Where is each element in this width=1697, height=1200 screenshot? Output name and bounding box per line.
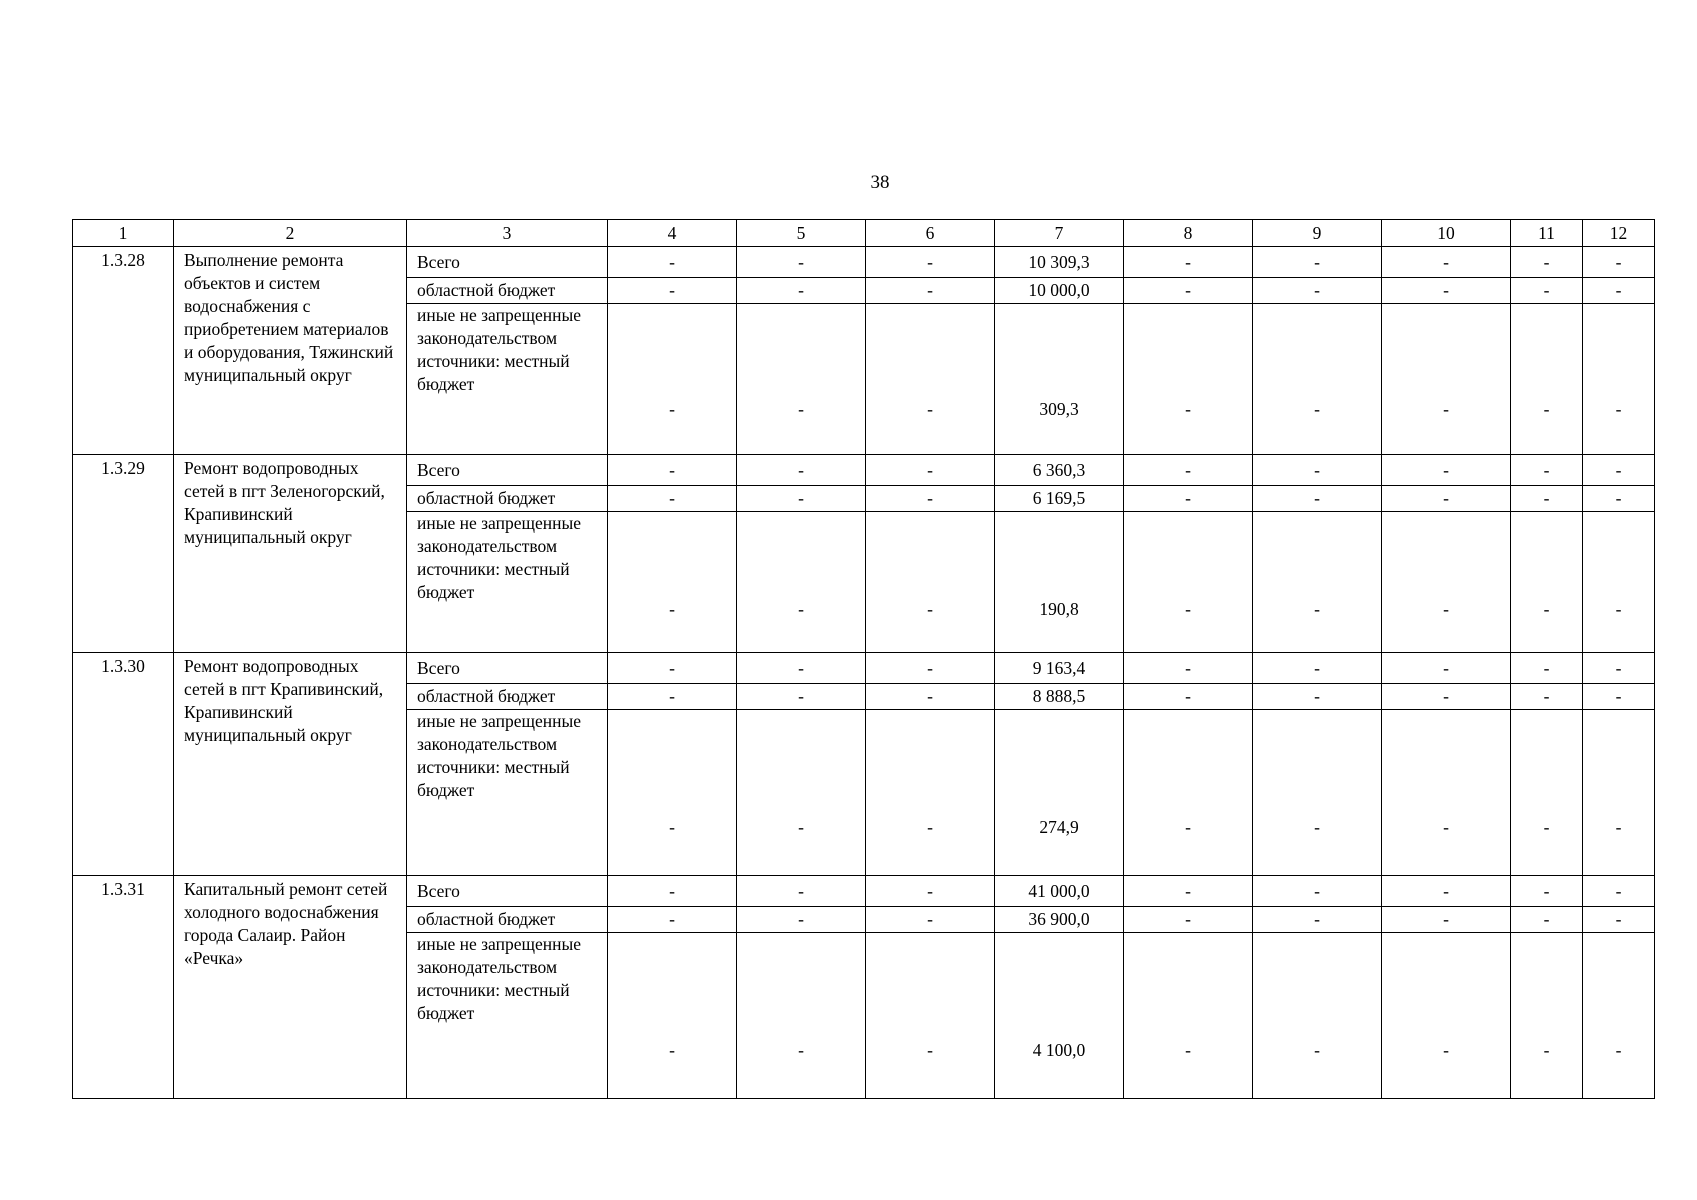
value-cell: - — [1253, 486, 1382, 512]
item-name: Ремонт водопроводных сетей в пгт Крапивинский, Крапивинский муниципальный округ — [174, 653, 407, 876]
value-cell: - — [1511, 455, 1583, 486]
value-cell: 8 888,5 — [995, 684, 1124, 710]
value-cell: - — [1124, 876, 1253, 907]
table-row — [73, 247, 1655, 278]
value-cell: - — [1124, 486, 1253, 512]
value-cell: - — [866, 304, 995, 455]
value-cell: - — [608, 907, 737, 933]
value-cell: - — [866, 876, 995, 907]
value-cell: - — [1583, 876, 1655, 907]
value-cell: - — [1124, 710, 1253, 876]
value-cell: - — [608, 653, 737, 684]
source-regional-label: областной бюджет — [407, 486, 608, 512]
item-number: 1.3.28 — [73, 247, 174, 455]
value-cell: - — [1511, 933, 1583, 1099]
value-cell: - — [1124, 304, 1253, 455]
table-row — [73, 876, 1655, 907]
value-cell: - — [1124, 907, 1253, 933]
value-cell: - — [608, 455, 737, 486]
source-regional-label: областной бюджет — [407, 278, 608, 304]
value-cell: - — [1583, 907, 1655, 933]
value-cell: - — [1583, 247, 1655, 278]
value-cell: 309,3 — [995, 304, 1124, 455]
value-cell: - — [1583, 933, 1655, 1099]
value-cell: - — [1124, 653, 1253, 684]
value-cell: - — [1253, 304, 1382, 455]
column-header: 2 — [174, 220, 407, 247]
value-cell: - — [1382, 876, 1511, 907]
source-total-label: Всего — [407, 455, 608, 486]
source-total-label: Всего — [407, 876, 608, 907]
item-name: Капитальный ремонт сетей холодного водоснабжения города Салаир. Район «Речка» — [174, 876, 407, 1099]
value-cell: - — [866, 653, 995, 684]
column-header: 4 — [608, 220, 737, 247]
value-cell: - — [608, 512, 737, 653]
value-cell: 9 163,4 — [995, 653, 1124, 684]
value-cell: - — [608, 933, 737, 1099]
table-row — [73, 455, 1655, 486]
value-cell: - — [1382, 684, 1511, 710]
header-row — [73, 220, 1655, 247]
value-cell: - — [608, 684, 737, 710]
source-regional-label: областной бюджет — [407, 684, 608, 710]
value-cell: - — [608, 486, 737, 512]
value-cell: - — [737, 455, 866, 486]
value-cell: 36 900,0 — [995, 907, 1124, 933]
value-cell: 6 169,5 — [995, 486, 1124, 512]
value-cell: - — [1511, 512, 1583, 653]
source-regional-label: областной бюджет — [407, 907, 608, 933]
value-cell: - — [1253, 512, 1382, 653]
value-cell: - — [1511, 876, 1583, 907]
value-cell: - — [1583, 710, 1655, 876]
value-cell: 274,9 — [995, 710, 1124, 876]
value-cell: - — [866, 247, 995, 278]
value-cell: - — [1382, 455, 1511, 486]
column-header: 12 — [1583, 220, 1655, 247]
value-cell: - — [608, 710, 737, 876]
value-cell: - — [1511, 278, 1583, 304]
value-cell: - — [1253, 907, 1382, 933]
value-cell: - — [866, 710, 995, 876]
page-number: 38 — [870, 172, 890, 193]
value-cell: 4 100,0 — [995, 933, 1124, 1099]
value-cell: - — [737, 684, 866, 710]
value-cell: - — [866, 907, 995, 933]
value-cell: 10 000,0 — [995, 278, 1124, 304]
value-cell: - — [1583, 278, 1655, 304]
table-row — [73, 653, 1655, 684]
value-cell: - — [1511, 304, 1583, 455]
value-cell: - — [1253, 278, 1382, 304]
value-cell: - — [1382, 486, 1511, 512]
column-header: 9 — [1253, 220, 1382, 247]
value-cell: - — [1124, 684, 1253, 710]
value-cell: - — [608, 876, 737, 907]
value-cell: - — [1124, 278, 1253, 304]
column-header: 6 — [866, 220, 995, 247]
value-cell: - — [737, 710, 866, 876]
value-cell: - — [1382, 907, 1511, 933]
value-cell: - — [1583, 653, 1655, 684]
value-cell: - — [1382, 653, 1511, 684]
value-cell: - — [1382, 933, 1511, 1099]
item-name: Ремонт водопроводных сетей в пгт Зеленогорский, Крапивинский муниципальный округ — [174, 455, 407, 653]
source-other-label: иные не запрещенные законодательством источники: местный бюджет — [407, 512, 608, 653]
column-header: 7 — [995, 220, 1124, 247]
column-header: 10 — [1382, 220, 1511, 247]
item-number: 1.3.31 — [73, 876, 174, 1099]
value-cell: - — [737, 933, 866, 1099]
column-header: 11 — [1511, 220, 1583, 247]
value-cell: - — [608, 304, 737, 455]
column-header: 1 — [73, 220, 174, 247]
value-cell: - — [1583, 684, 1655, 710]
value-cell: 41 000,0 — [995, 876, 1124, 907]
budget-table — [72, 219, 1655, 1099]
value-cell: - — [1511, 710, 1583, 876]
source-other-label: иные не запрещенные законодательством источники: местный бюджет — [407, 304, 608, 455]
value-cell: - — [866, 278, 995, 304]
value-cell: - — [737, 907, 866, 933]
value-cell: - — [1382, 278, 1511, 304]
value-cell: - — [1511, 653, 1583, 684]
value-cell: - — [1253, 684, 1382, 710]
value-cell: - — [737, 876, 866, 907]
value-cell: - — [1253, 710, 1382, 876]
source-other-label: иные не запрещенные законодательством источники: местный бюджет — [407, 933, 608, 1099]
value-cell: - — [866, 486, 995, 512]
value-cell: - — [737, 653, 866, 684]
value-cell: - — [1382, 304, 1511, 455]
value-cell: 6 360,3 — [995, 455, 1124, 486]
value-cell: - — [866, 512, 995, 653]
value-cell: - — [608, 278, 737, 304]
value-cell: - — [608, 247, 737, 278]
value-cell: - — [1583, 486, 1655, 512]
value-cell: - — [1382, 710, 1511, 876]
source-total-label: Всего — [407, 653, 608, 684]
value-cell: - — [866, 455, 995, 486]
value-cell: - — [1511, 486, 1583, 512]
value-cell: - — [737, 304, 866, 455]
column-header: 8 — [1124, 220, 1253, 247]
item-name: Выполнение ремонта объектов и систем водоснабжения с приобретением материалов и оборудования, Тяжинский муниципальный округ — [174, 247, 407, 455]
value-cell: - — [737, 486, 866, 512]
source-total-label: Всего — [407, 247, 608, 278]
column-header: 5 — [737, 220, 866, 247]
value-cell: - — [1253, 247, 1382, 278]
item-number: 1.3.29 — [73, 455, 174, 653]
value-cell: - — [737, 278, 866, 304]
value-cell: - — [1253, 455, 1382, 486]
value-cell: - — [1382, 247, 1511, 278]
value-cell: - — [1382, 512, 1511, 653]
source-other-label: иные не запрещенные законодательством источники: местный бюджет — [407, 710, 608, 876]
value-cell: - — [1253, 653, 1382, 684]
value-cell: - — [866, 933, 995, 1099]
value-cell: - — [1253, 876, 1382, 907]
value-cell: - — [1124, 933, 1253, 1099]
value-cell: - — [1253, 933, 1382, 1099]
value-cell: - — [1583, 512, 1655, 653]
value-cell: - — [866, 684, 995, 710]
item-number: 1.3.30 — [73, 653, 174, 876]
value-cell: 10 309,3 — [995, 247, 1124, 278]
value-cell: - — [1583, 304, 1655, 455]
value-cell: - — [1511, 907, 1583, 933]
column-header: 3 — [407, 220, 608, 247]
value-cell: - — [1583, 455, 1655, 486]
value-cell: - — [737, 247, 866, 278]
value-cell: 190,8 — [995, 512, 1124, 653]
value-cell: - — [1511, 684, 1583, 710]
value-cell: - — [1124, 512, 1253, 653]
value-cell: - — [1511, 247, 1583, 278]
value-cell: - — [1124, 455, 1253, 486]
value-cell: - — [1124, 247, 1253, 278]
value-cell: - — [737, 512, 866, 653]
